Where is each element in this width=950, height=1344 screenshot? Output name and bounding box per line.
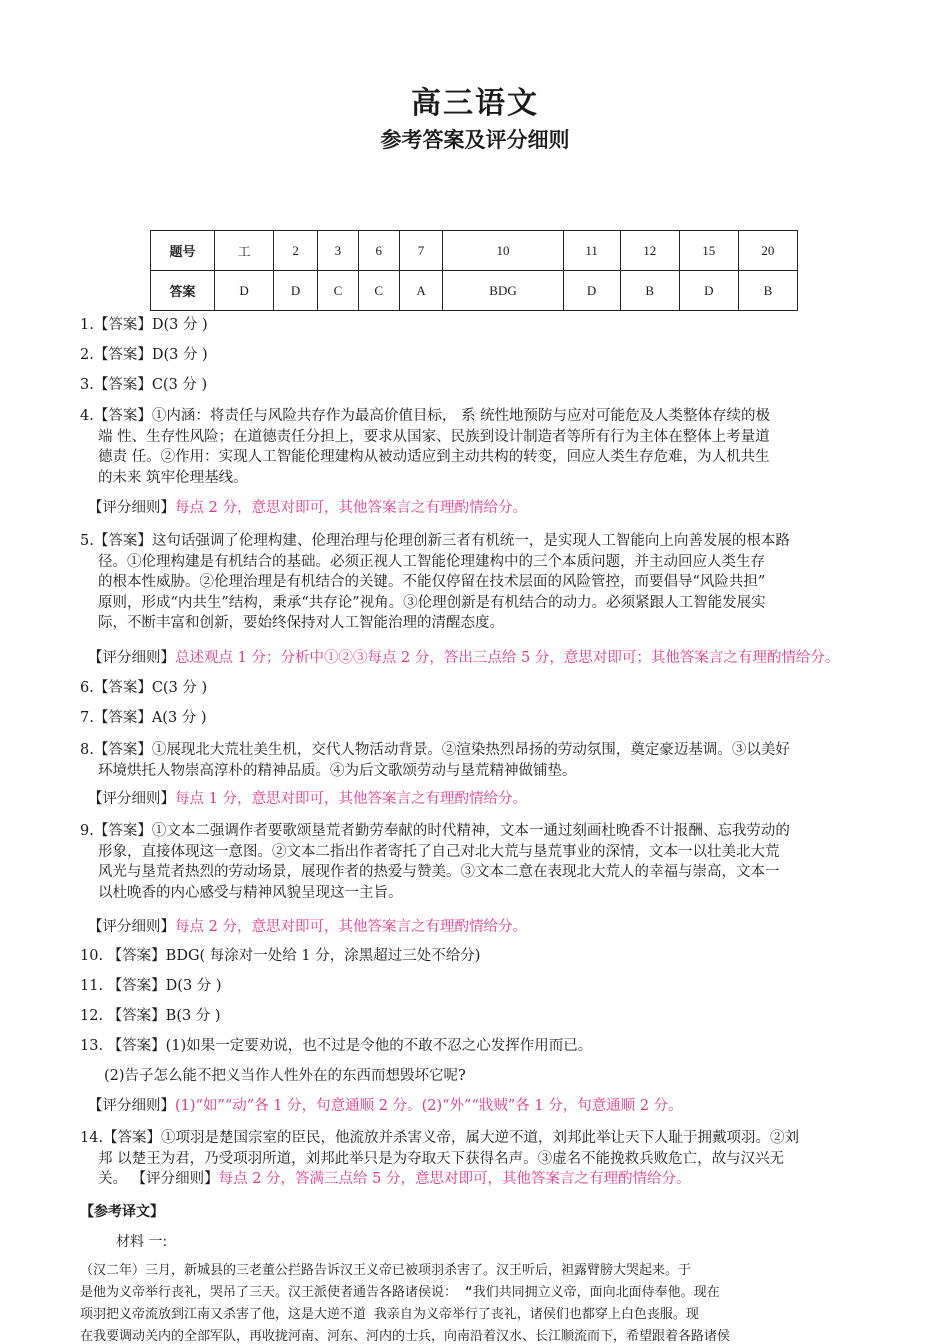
answer-line: 的未来 筑牢伦理基线。 — [98, 469, 248, 486]
table-cell: 11 — [563, 231, 620, 271]
answer-line: 的根本性威胁。②伦理治理是有机结合的关键。不能仅停留在技术层面的风险管控，而要倡导“风险共担” — [98, 574, 766, 590]
translation-text — [80, 1260, 870, 1344]
table-cell: B — [620, 271, 679, 311]
answer-line: 德责 任。②作用：实现人工智能伦理建构从被动适应到主动共构的转变，回应人类生存危难，为人机共生 — [98, 449, 770, 465]
table-cell: 7 — [399, 231, 443, 271]
table-cell: 10 — [443, 231, 563, 271]
answer-line: 环境烘托人物崇高淳朴的精神品质。④为后文歌颂劳动与垦荒精神做铺垫。 — [98, 762, 577, 779]
answer-11: 11. 【答案】D(3 分 ) — [80, 978, 222, 994]
answer-13: 13. 【答案】(1)如果一定要劝说，也不过是令他的不敢不忍之心发挥作用而已。 — [80, 1038, 593, 1054]
answer-table — [150, 230, 798, 311]
grading-note-5 — [88, 648, 888, 668]
answer-12: 12. 【答案】B(3 分 ) — [80, 1008, 221, 1024]
row-label-number: 题号 — [151, 231, 215, 271]
answer-line: 风光与垦荒者热烈的劳动场景，展现作者的热爱与赞美。③文本二意在表现北大荒人的幸福与崇高，文本一 — [98, 864, 780, 880]
answer-4 — [80, 406, 870, 488]
table-row — [151, 271, 798, 311]
translation-line: （汉二年）三月，新城县的三老董公拦路告诉汉王义帝已被项羽杀害了。汉王听后，袒露臂膀大哭起来。于 — [80, 1263, 692, 1278]
table-cell: 工 — [215, 231, 274, 271]
table-cell: 15 — [679, 231, 738, 271]
answer-10: 10. 【答案】BDG( 每涂对一处给 1 分，涂黑超过三处不给分) — [80, 948, 481, 964]
table-cell: BDG — [443, 271, 563, 311]
answer-line: 8.【答案】①展现北大荒壮美生机，交代人物活动背景。②渲染热烈昂扬的劳动氛围，奠定豪迈基调。③以美好 — [80, 742, 790, 758]
table-cell: D — [274, 271, 318, 311]
answer-line: 端 性、生存性风险；在道德责任分担上，要求从国家、民族到设计制造者等所有行为主体在整体上考量道 — [98, 428, 770, 445]
answer-line: 形象，直接体现这一意图。②文本二指出作者寄托了自己对北大荒与垦荒事业的深情，文本一以壮美北大荒 — [98, 843, 780, 860]
grading-note-13 — [88, 1096, 888, 1116]
table-cell: 2 — [274, 231, 318, 271]
answer-5 — [80, 531, 870, 634]
answer-14 — [80, 1128, 870, 1190]
answer-7: 7.【答案】A(3 分 ) — [80, 710, 207, 726]
grading-label: 【评分细则】 — [88, 650, 175, 666]
page-subtitle: 参考答案及评分细则 — [380, 128, 570, 152]
material-label: 材料 一: — [116, 1234, 168, 1250]
translation-line: 项羽把义帝流放到江南又杀害了他，这是大逆不道 我亲自为义帝举行了丧礼，诸侯们也都穿上白色丧服。现 — [80, 1307, 699, 1322]
answer-line: 径。①伦理构建是有机结合的基础。必须正视人工智能伦理建构中的三个本质问题，并主动回应人类生存 — [98, 553, 765, 570]
answer-line: 4.【答案】①内涵：将责任与风险共存作为最高价值目标， 系 统性地预防与应对可能危及人类整体存续的极 — [80, 408, 771, 424]
answer-8 — [80, 740, 870, 781]
table-cell: B — [738, 271, 797, 311]
answer-6: 6.【答案】C(3 分 ) — [80, 680, 208, 696]
grading-label: 【评分细则】 — [88, 1098, 175, 1114]
grading-text: 总述观点 1 分；分析中①②③每点 2 分，答出三点给 5 分，意思对即可；其他答案言之有理酌情给分。 — [175, 650, 840, 666]
grading-label: 【评分细则】 — [88, 919, 175, 935]
row-label-answer: 答案 — [151, 271, 215, 311]
translation-line: 在我要调动关内的全部军队，再收拢河南、河东、河内的士兵，向南沿着汉水、长江顺流而下，希望跟着各路诸侯 — [80, 1329, 731, 1344]
grading-text: 每点 1 分，意思对即可，其他答案言之有理酌情给分。 — [175, 791, 527, 807]
table-cell: C — [318, 271, 359, 311]
grading-note-9 — [88, 917, 888, 937]
grading-text: 每点 2 分，答满三点给 5 分，意思对即可，其他答案言之有理酌情给分。 — [218, 1171, 691, 1187]
grading-label: 【评分细则】 — [88, 791, 175, 807]
table-cell: D — [679, 271, 738, 311]
grading-label: 【评分细则】 — [88, 500, 175, 516]
translation-heading: 【参考译文】 — [80, 1204, 164, 1220]
table-cell: D — [563, 271, 620, 311]
grading-text: (1)“如”“动”各 1 分，句意通顺 2 分。(2)“外”“戕贼”各 1 分，句意通顺 2 分。 — [175, 1098, 683, 1114]
table-row — [151, 231, 798, 271]
grading-text: 每点 2 分，意思对即可，其他答案言之有理酌情给分。 — [175, 919, 527, 935]
grading-text: 每点 2 分，意思对即可，其他答案言之有理酌情给分。 — [175, 500, 527, 516]
answer-3: 3.【答案】C(3 分 ) — [80, 377, 208, 393]
grading-note-4 — [88, 498, 888, 518]
table-cell: 3 — [318, 231, 359, 271]
answer-line: 邦 以楚王为君，乃受项羽所道，刘邦此举只是为夺取天下获得名声。③虚名不能挽救兵败危亡，故与汉兴无 — [98, 1150, 785, 1167]
translation-line: 是他为义帝举行丧礼，哭吊了三天。汉王派使者通告各路诸侯说： “我们共同拥立义帝，面向北面侍奉他。现在 — [80, 1285, 720, 1300]
answer-9 — [80, 821, 870, 903]
table-cell: 12 — [620, 231, 679, 271]
table-cell: 20 — [738, 231, 797, 271]
table-cell: C — [358, 271, 399, 311]
answer-line: 以杜晚香的内心感受与精神风貌呈现这一主旨。 — [98, 884, 403, 901]
answer-line: 际，不断丰富和创新，要始终保持对人工智能治理的清醒态度。 — [98, 615, 504, 631]
grading-note-8 — [88, 789, 888, 809]
table-cell: D — [215, 271, 274, 311]
answer-line: 14.【答案】①项羽是楚国宗室的臣民，他流放并杀害义帝，属大逆不道，刘邦此举让天下人耻于拥戴项羽。②刘 — [80, 1130, 800, 1146]
answer-13-part2: (2)告子怎么能不把义当作人性外在的东西而想毁坏它呢? — [104, 1068, 466, 1084]
answer-line: 9.【答案】①文本二强调作者要歌颂垦荒者勤劳奉献的时代精神，文本一通过刻画杜晚香不计报酬、忘我劳动的 — [80, 823, 790, 839]
answer-line-prefix: 关。 【评分细则】 — [98, 1171, 219, 1187]
page-title: 高三语文 — [411, 86, 539, 121]
answer-line: 5.【答案】这句话强调了伦理构建、伦理治理与伦理创新三者有机统一，是实现人工智能向上向善发展的根本路 — [80, 533, 790, 549]
answer-line: 原则，形成“内共生”结构，秉承“共存论”视角。③伦理创新是有机结合的动力。必须紧跟人工智能发展实 — [98, 594, 766, 611]
answer-line — [80, 1169, 870, 1190]
answer-2: 2.【答案】D(3 分 ) — [80, 347, 208, 363]
answer-1: 1.【答案】D(3 分 ) — [80, 317, 208, 333]
table-cell: A — [399, 271, 443, 311]
table-cell: 6 — [358, 231, 399, 271]
